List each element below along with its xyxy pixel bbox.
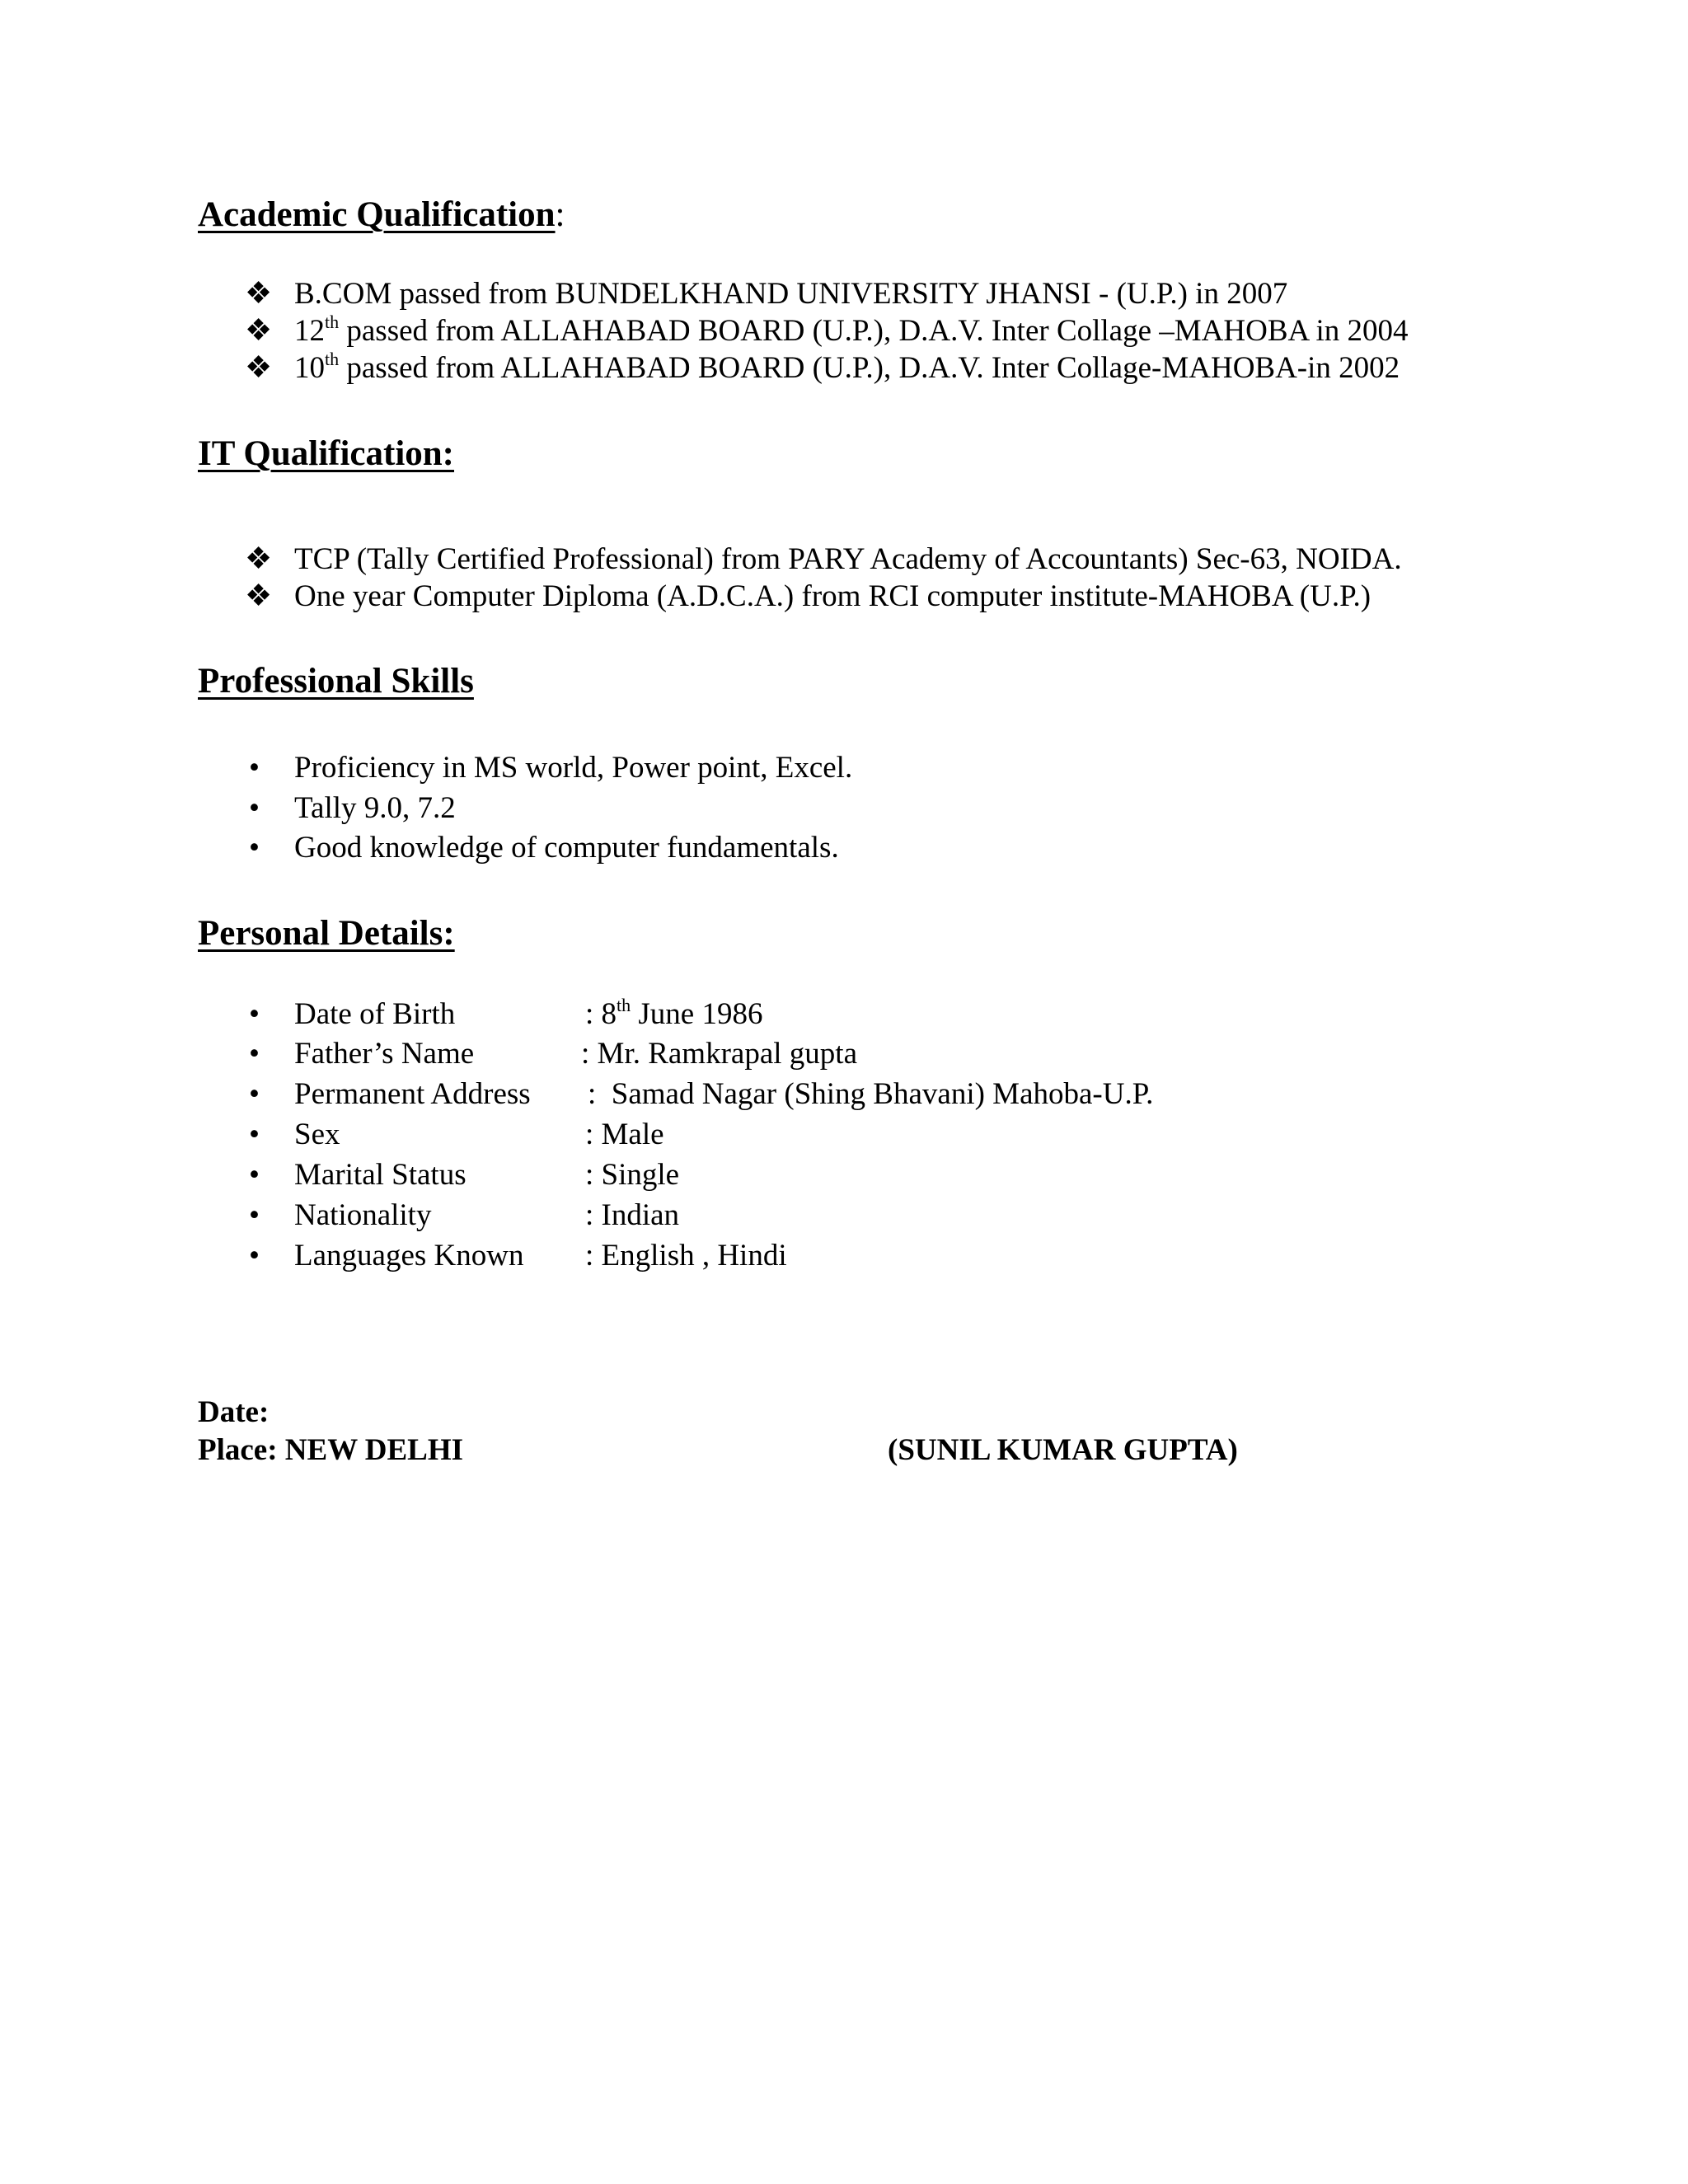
dot-bullet-icon: • [249, 791, 260, 825]
diamond-bullet-icon: ❖ [245, 314, 273, 348]
dot-bullet-icon: • [249, 1158, 260, 1192]
dot-bullet-icon: • [249, 831, 260, 865]
dot-bullet-icon: • [249, 1198, 260, 1232]
diamond-bullet-icon: ❖ [245, 351, 273, 385]
dot-bullet-icon: • [249, 1037, 260, 1071]
dot-bullet-icon: • [249, 1239, 260, 1272]
it-heading: IT Qualification: [198, 434, 454, 473]
academic-heading: Academic Qualification: [198, 195, 565, 234]
place-label: Place: NEW DELHI [198, 1433, 464, 1467]
skills-heading: Professional Skills [198, 662, 474, 701]
dot-bullet-icon: • [249, 751, 260, 785]
date-label: Date: [198, 1395, 270, 1429]
signature-name: (SUNIL KUMAR GUPTA) [888, 1433, 1238, 1467]
diamond-bullet-icon: ❖ [245, 542, 273, 576]
resume-page: Academic Qualification: ❖ B.COM passed from BUNDELKHAND UNIVERSITY JHANSI - (U.P.) in 2007 ❖ 12th passed from ALLAHABAD BOARD (U.P.), D.A.V. Inter Collage –MAHOBA in 2004 ❖ 10th passed from ALLAHABAD BOARD (U.P.), D.A.V. Inter Collage-MAHOBA-in 2002 IT Qualification: ❖ TCP (Tally Certified Professional) from PARY Academy of Accountants) Sec-63, NOIDA. ❖ One year Computer Diploma (A.D.C.A.) from RCI computer institute-MAHOBA (U.P.) Professional Skills • Proficiency in MS world, Power point, Excel. • Tally 9.0, 7.2 • Good knowledge of computer fundamentals. Personal Details: • Date of Birth : 8th June 1986 • Father’s Name : Mr. Ramkrapal gupta • Permanent Address : Samad Nagar (Shing Bhavani) Mahoba-U.P. • Sex : Male • Marital Status : Single • Nationality : Indian • Languages Known : English , Hindi Date: Place: NEW DELHI (SUNIL KUMAR GUPTA) [198, 195, 1409, 1467]
dot-bullet-icon: • [249, 1077, 260, 1111]
diamond-bullet-icon: ❖ [245, 277, 273, 311]
dot-bullet-icon: • [249, 1118, 260, 1151]
diamond-bullet-icon: ❖ [245, 579, 273, 613]
personal-heading: Personal Details: [198, 914, 455, 953]
dot-bullet-icon: • [249, 997, 260, 1031]
